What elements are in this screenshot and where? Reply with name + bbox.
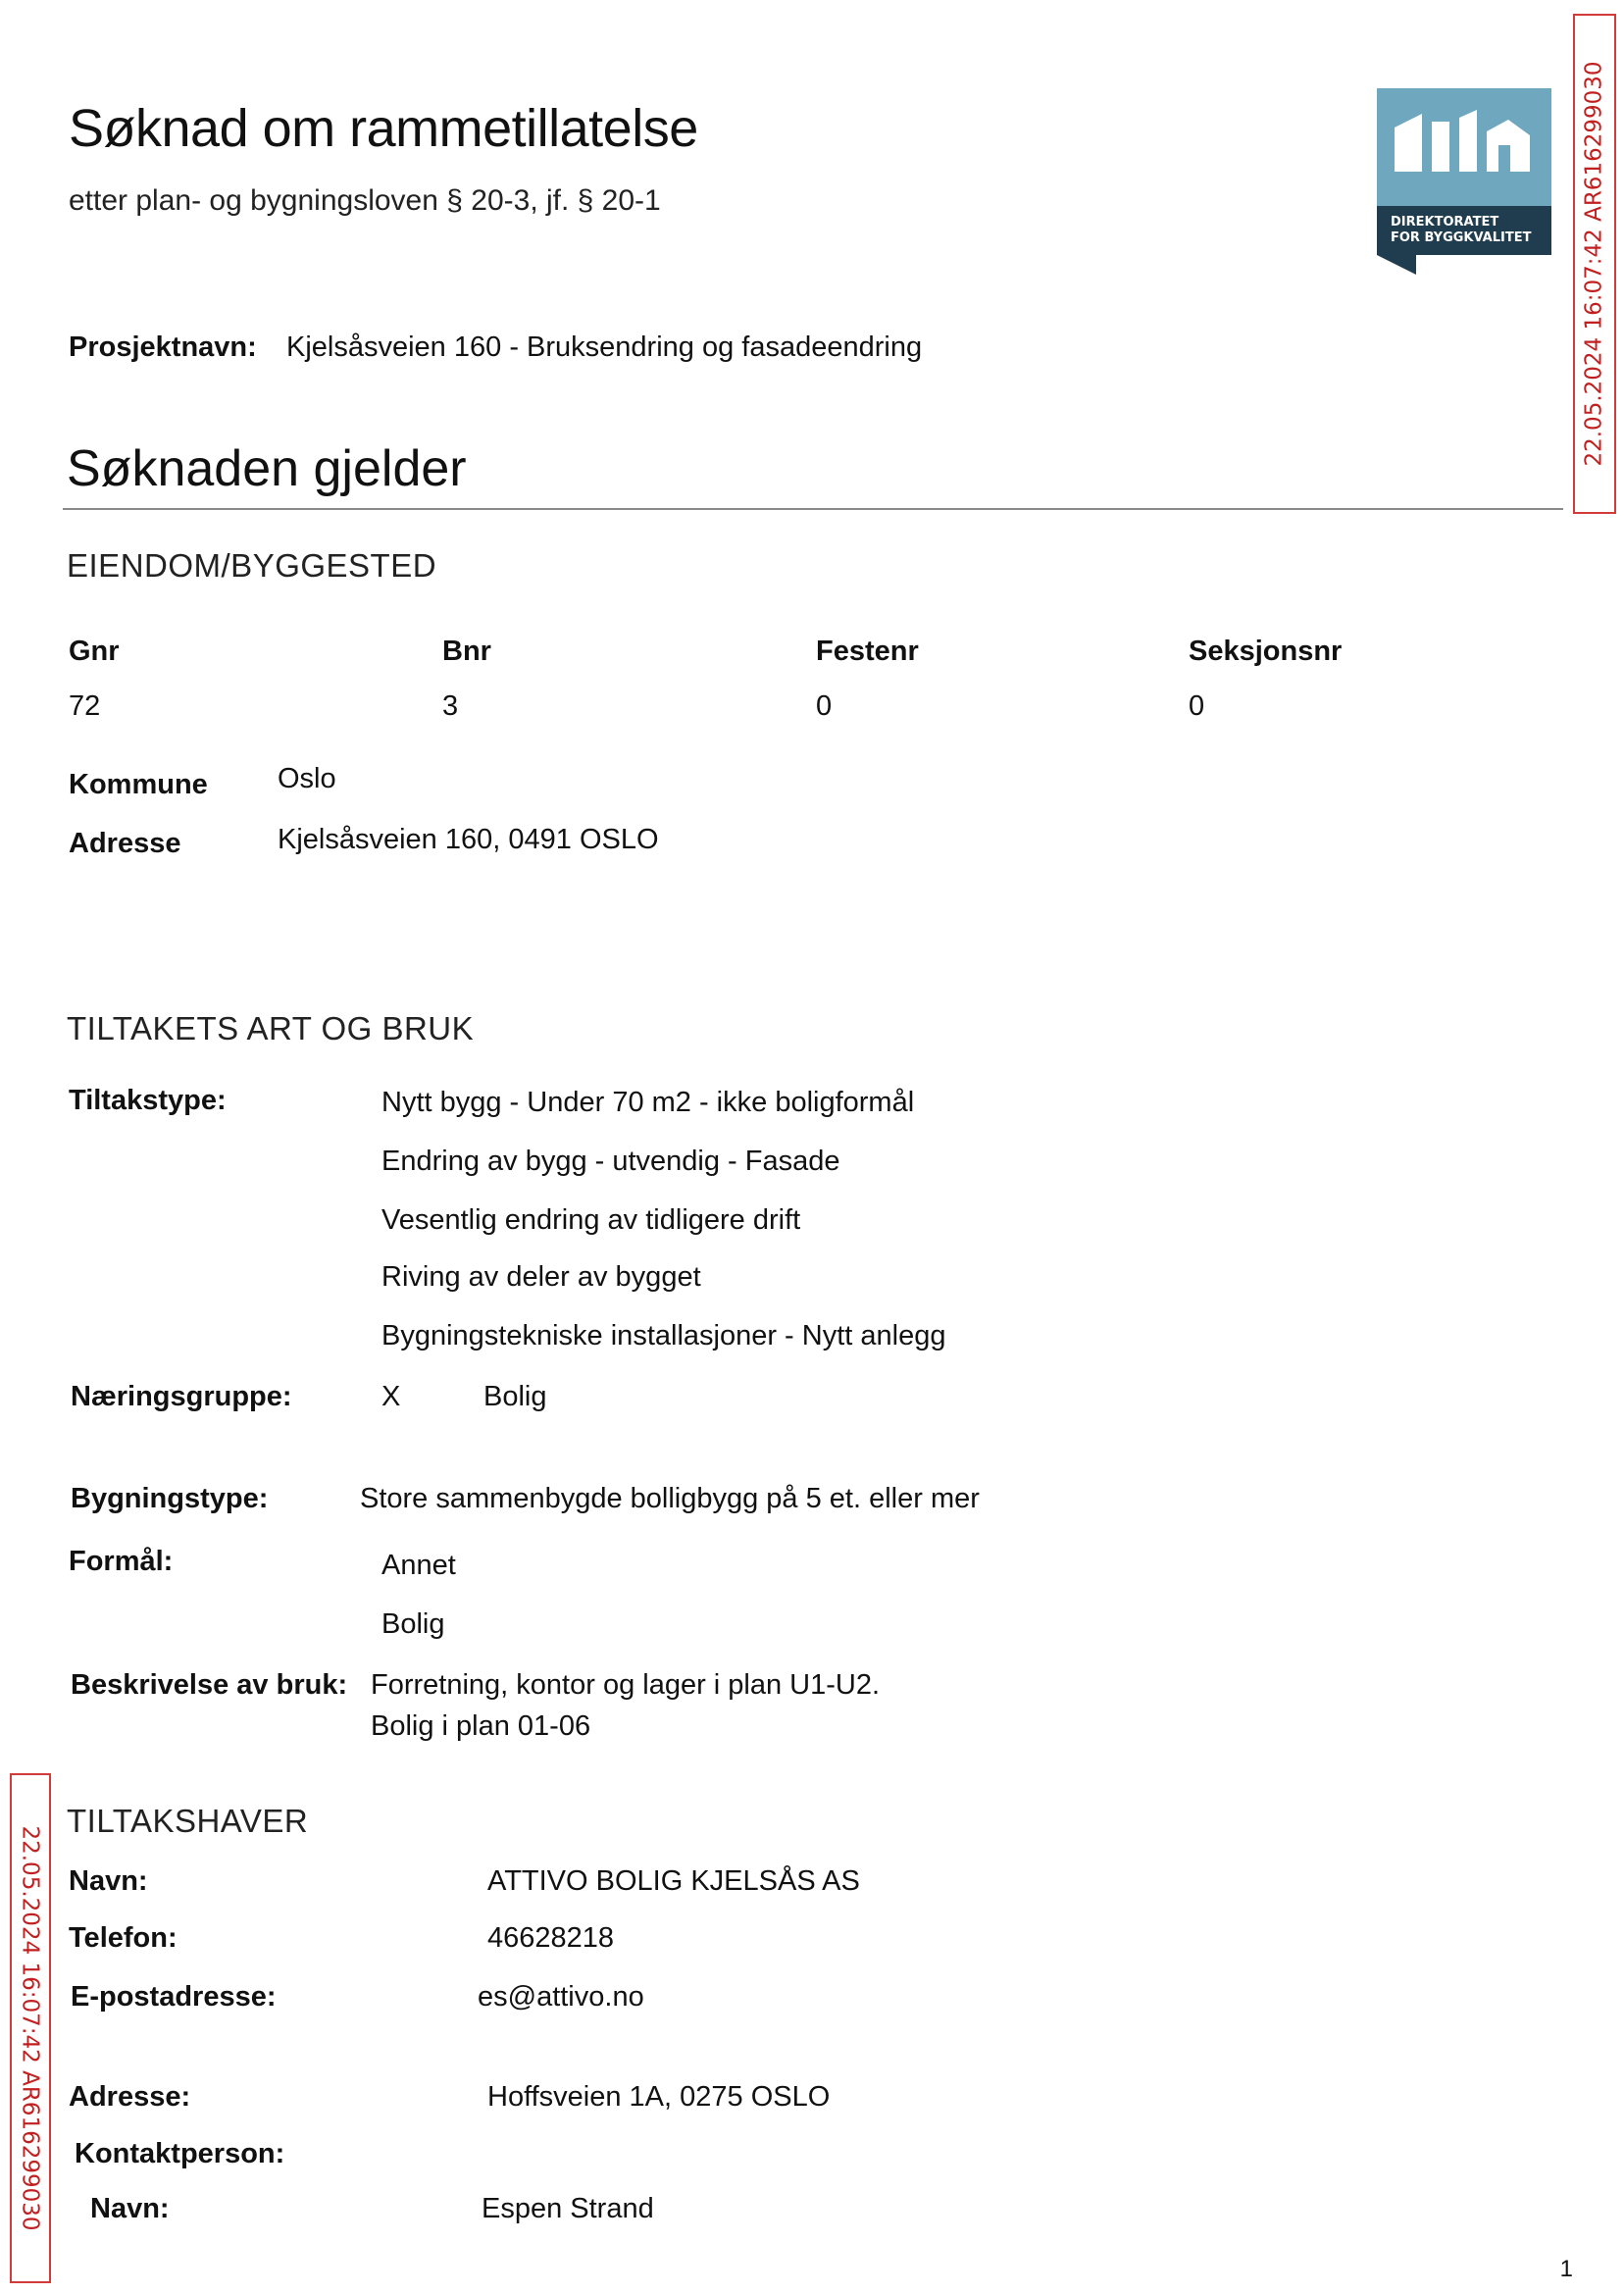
tiltak-heading: TILTAKETS ART OG BRUK <box>67 1010 475 1046</box>
receipt-stamp-bottom <box>10 1773 51 2283</box>
tiltakshaver-adresse-label: Adresse: <box>69 2081 191 2113</box>
telefon-value: 46628218 <box>487 1922 615 1954</box>
stamp-text: 22.05.2024 16:07:42 AR616299030 <box>1582 61 1607 467</box>
gnr-label: Gnr <box>69 636 120 667</box>
kommune-label: Kommune <box>69 769 208 800</box>
bygningstype-value: Store sammenbygde bolligbygg på 5 et. eller mer <box>360 1483 980 1514</box>
telefon-label: Telefon: <box>69 1922 178 1954</box>
stamp-text: 22.05.2024 16:07:42 AR616299030 <box>18 1825 43 2231</box>
gnr-value: 72 <box>69 690 101 722</box>
naeringsgruppe-code: X <box>381 1381 401 1412</box>
tiltakshaver-navn-value: ATTIVO BOLIG KJELSÅS AS <box>487 1865 860 1897</box>
page-number: 1 <box>1559 2256 1573 2282</box>
kontaktperson-label: Kontaktperson: <box>75 2138 285 2169</box>
logo-text-line1: DIREKTORATET <box>1391 215 1499 229</box>
epost-value: es@attivo.no <box>478 1981 644 2013</box>
kommune-value: Oslo <box>278 763 336 794</box>
receipt-stamp-top <box>1573 14 1616 514</box>
tiltakstype-item: Vesentlig endring av tidligere drift <box>381 1204 801 1236</box>
epost-label: E-postadresse: <box>71 1981 277 2013</box>
naeringsgruppe-value: Bolig <box>483 1381 547 1412</box>
naeringsgruppe-label: Næringsgruppe: <box>71 1381 292 1412</box>
bnr-value: 3 <box>442 690 459 722</box>
tiltakshaver-adresse-value: Hoffsveien 1A, 0275 OSLO <box>487 2081 831 2113</box>
kontaktperson-navn-value: Espen Strand <box>482 2193 654 2224</box>
tiltakstype-item: Nytt bygg - Under 70 m2 - ikke boligformål <box>381 1087 915 1118</box>
tiltakstype-label: Tiltakstype: <box>69 1085 227 1116</box>
section-title: Søknaden gjelder <box>67 440 467 497</box>
festenr-label: Festenr <box>816 636 919 667</box>
section-divider <box>63 508 1563 510</box>
tiltakstype-item: Endring av bygg - utvendig - Fasade <box>381 1146 840 1177</box>
property-heading: EIENDOM/BYGGESTED <box>67 547 437 584</box>
festenr-value: 0 <box>816 690 833 722</box>
formaal-label: Formål: <box>69 1546 174 1577</box>
adresse-label: Adresse <box>69 828 181 859</box>
bygningstype-label: Bygningstype: <box>71 1483 269 1514</box>
document-title: Søknad om rammetillatelse <box>69 99 698 158</box>
tiltakshaver-navn-label: Navn: <box>69 1865 148 1897</box>
formaal-item: Bolig <box>381 1608 445 1640</box>
seksjonsnr-label: Seksjonsnr <box>1189 636 1343 667</box>
dibk-logo <box>1377 88 1551 275</box>
adresse-value: Kjelsåsveien 160, 0491 OSLO <box>278 824 659 855</box>
tiltakstype-item: Riving av deler av bygget <box>381 1261 701 1293</box>
beskrivelse-label: Beskrivelse av bruk: <box>71 1669 348 1701</box>
document-subtitle: etter plan- og bygningsloven § 20-3, jf. § 20-1 <box>69 184 661 217</box>
kontaktperson-navn-label: Navn: <box>90 2193 170 2224</box>
logo-text-line2: FOR BYGGKVALITET <box>1391 230 1532 245</box>
beskrivelse-line1: Forretning, kontor og lager i plan U1-U2. <box>371 1669 881 1701</box>
beskrivelse-line2: Bolig i plan 01-06 <box>371 1710 591 1742</box>
tiltakstype-item: Bygningstekniske installasjoner - Nytt anlegg <box>381 1320 946 1351</box>
project-name-label: Prosjektnavn: <box>69 331 257 363</box>
tiltakshaver-heading: TILTAKSHAVER <box>67 1803 309 1839</box>
project-name-value: Kjelsåsveien 160 - Bruksendring og fasadeendring <box>286 331 923 363</box>
seksjonsnr-value: 0 <box>1189 690 1205 722</box>
bnr-label: Bnr <box>442 636 491 667</box>
formaal-item: Annet <box>381 1550 456 1581</box>
